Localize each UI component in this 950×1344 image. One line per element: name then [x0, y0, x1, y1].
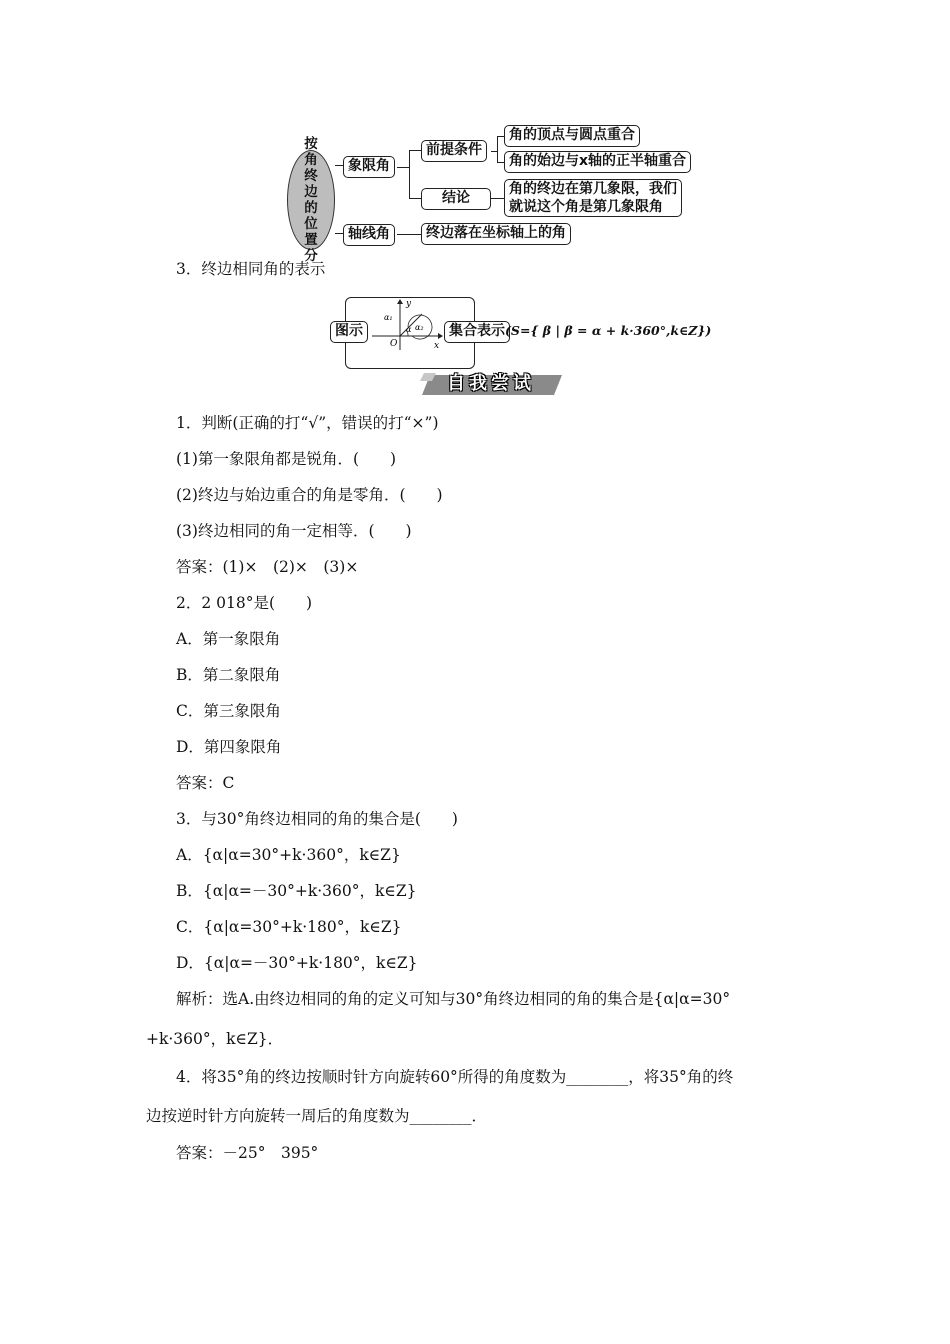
connector [409, 150, 410, 199]
q3-option-c: C．{α|α=30°+k·180°，k∈Z} [176, 918, 402, 936]
conclusion-label: 结论 [442, 190, 470, 206]
connector [497, 162, 504, 163]
q2-option-c: C．第三象限角 [176, 702, 281, 720]
connector [397, 234, 421, 235]
x-arrow-icon [438, 333, 443, 339]
root-label: 按角终边的位置分 [304, 136, 318, 264]
q2-option-b: B．第二象限角 [176, 666, 281, 684]
q1-stem: 1．判断(正确的打“√”，错误的打“×”) [176, 414, 439, 432]
q3-analysis-line-2: +k·360°，k∈Z}． [146, 1030, 284, 1048]
branch-quadrant-label: 象限角 [348, 158, 390, 174]
branch-quadrant-box [343, 156, 395, 178]
diagram-label: 图示 [335, 323, 363, 339]
connector [497, 136, 498, 163]
q3-option-b: B．{α|α=－30°+k·360°，k∈Z} [176, 882, 417, 900]
q1-item-1: (1)第一象限角都是锐角．( ) [176, 450, 397, 468]
premise-box [421, 140, 487, 162]
q3-option-d: D．{α|α=－30°+k·180°，k∈Z} [176, 954, 418, 972]
section-banner [420, 371, 562, 397]
premise-label: 前提条件 [426, 142, 482, 158]
connector [409, 150, 421, 151]
branch-axis-label: 轴线角 [348, 226, 390, 242]
connector [335, 165, 343, 166]
axis-desc-text: 终边落在坐标轴上的角 [426, 225, 566, 241]
angle-figure [370, 298, 445, 352]
q3-analysis-line-1: 解析：选A.由终边相同的角的定义可知与30°角终边相同的角的集合是{α|α=30° [176, 990, 731, 1008]
q4-line-2: 边按逆时针方向旋转一周后的角度数为________． [146, 1107, 488, 1125]
banner-title: 自我尝试 [447, 373, 535, 394]
alpha-label: α [406, 325, 412, 334]
q3-option-a: A．{α|α=30°+k·360°，k∈Z} [176, 846, 401, 864]
premise-1-text: 角的顶点与圆点重合 [509, 127, 635, 143]
premise-1-box [504, 125, 640, 147]
q4-line-1: 4．将35°角的终边按顺时针方向旋转60°所得的角度数为________，将35°角的终 [176, 1068, 734, 1086]
premise-2-box [504, 151, 691, 173]
branch-axis-box [343, 224, 395, 246]
alpha2-label: α₂ [415, 323, 424, 332]
root-oval [287, 136, 335, 264]
set-rep-box [444, 321, 510, 343]
q3-stem: 3．与30°角终边相同的角的集合是( ) [176, 810, 458, 828]
conclusion-text-box [504, 179, 682, 217]
set-formula: (S={ β | β = α + k·360°,k∈Z}) [505, 323, 712, 338]
q2-stem: 2．2 018°是( ) [176, 594, 313, 612]
section-3-title: 3．终边相同角的表示 [176, 260, 326, 278]
x-label: x [434, 341, 440, 351]
q4-answer: 答案：－25° 395° [176, 1144, 319, 1162]
connector [335, 233, 343, 234]
connector [497, 136, 504, 137]
diagram-box [330, 321, 368, 343]
set-rep-label: 集合表示 [449, 323, 505, 339]
conclusion-line-1: 角的终边在第几象限，我们 [509, 181, 677, 197]
alpha1-label: α₁ [384, 313, 393, 322]
q1-item-3: (3)终边相同的角一定相等．( ) [176, 522, 412, 540]
axis-desc-box [421, 223, 571, 245]
connector [491, 198, 504, 199]
q1-answer: 答案：(1)× (2)× (3)× [176, 558, 359, 576]
connector [397, 167, 409, 168]
origin-label: O [390, 339, 398, 349]
conclusion-box [421, 188, 491, 210]
premise-2-text: 角的始边与x轴的正半轴重合 [509, 153, 687, 169]
q1-item-2: (2)终边与始边重合的角是零角．( ) [176, 486, 443, 504]
q2-answer: 答案：C [176, 774, 235, 792]
y-arrow-icon [397, 299, 403, 304]
y-label: y [406, 299, 412, 309]
q2-option-a: A．第一象限角 [176, 630, 281, 648]
conclusion-line-2: 就说这个角是第几象限角 [509, 199, 663, 215]
q2-option-d: D．第四象限角 [176, 738, 282, 756]
connector [409, 198, 421, 199]
